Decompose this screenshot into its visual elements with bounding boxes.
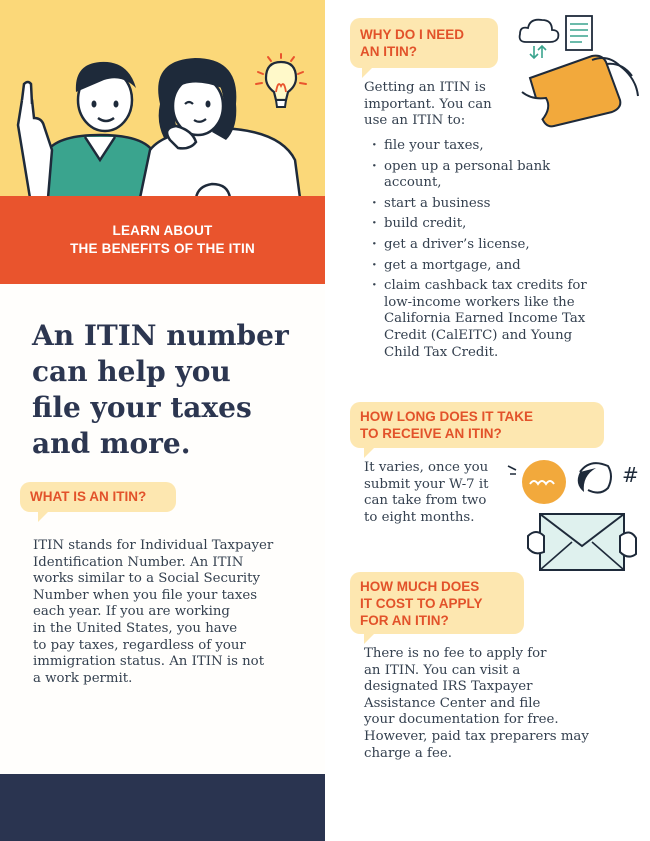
body-line: submit your W-7 it — [364, 476, 489, 492]
body-line: works similar to a Social Security — [33, 571, 260, 587]
tag-tail — [364, 634, 374, 644]
why-need-intro — [364, 80, 514, 130]
list-item-line: Credit (CalEITC) and Young — [384, 327, 573, 343]
footer-bar — [0, 774, 325, 841]
banner-heading — [0, 222, 325, 258]
what-is-itin-heading: WHAT IS AN ITIN? — [30, 489, 147, 504]
how-long-tag — [350, 402, 604, 448]
how-much-heading-line: HOW MUCH DOES — [360, 579, 480, 594]
body-line: Getting an ITIN is — [364, 80, 486, 95]
list-item — [372, 196, 642, 213]
what-is-itin-tag — [20, 482, 176, 512]
document-icon — [566, 16, 592, 50]
how-much-tag — [350, 572, 524, 634]
list-item-line: · get a mortgage, and — [384, 257, 521, 273]
list-item — [372, 237, 642, 254]
list-item-line: · file your taxes, — [384, 138, 484, 153]
how-long-heading-line: HOW LONG DOES IT TAKE — [360, 409, 533, 424]
body-line: in the United States, you have — [33, 620, 238, 636]
body-line: ITIN stands for Individual Taxpayer — [33, 538, 274, 553]
body-line: to pay taxes, regardless of your — [33, 637, 246, 653]
list-item-line: · claim cashback tax credits for — [384, 278, 587, 294]
main-headline — [32, 318, 312, 462]
tag-tail — [38, 512, 48, 522]
body-line: There is no fee to apply for — [364, 646, 547, 661]
list-item-line: low-income workers like the — [384, 294, 575, 310]
body-line: charge a fee. — [364, 745, 452, 761]
body-line: immigration status. An ITIN is not — [33, 654, 265, 670]
list-item-line: · open up a personal bank — [384, 158, 551, 174]
list-item — [372, 258, 642, 275]
banner-heading-line: THE BENEFITS OF THE ITIN — [70, 241, 255, 256]
body-line: your documentation for free. — [364, 712, 559, 728]
how-much-heading-line: IT COST TO APPLY — [360, 596, 483, 611]
headline-line: can help you — [32, 355, 231, 388]
headline-line: and more. — [32, 427, 191, 460]
body-line: an ITIN. You can visit a — [364, 662, 521, 678]
list-item — [372, 278, 642, 361]
list-item-line: account, — [384, 175, 442, 191]
how-long-body — [364, 460, 514, 526]
tag-tail — [362, 68, 372, 78]
list-item-line: · get a driver’s license, — [384, 236, 530, 252]
list-item — [372, 138, 642, 155]
lightbulb-icon — [250, 52, 312, 114]
itin-uses-list — [372, 138, 642, 365]
what-is-itin-body — [33, 538, 315, 687]
headline-line: file your taxes — [32, 391, 252, 424]
body-line: Assistance Center and file — [364, 695, 541, 711]
body-line: can take from two — [364, 493, 487, 509]
body-line: a work permit. — [33, 670, 133, 686]
hero-illustration — [0, 0, 325, 198]
list-item-line: · start a business — [384, 195, 491, 211]
how-long-heading-line: TO RECEIVE AN ITIN? — [360, 426, 502, 441]
body-line: to eight months. — [364, 509, 475, 525]
body-line: Identification Number. An ITIN — [33, 554, 244, 570]
body-line: designated IRS Taxpayer — [364, 679, 533, 695]
body-line: each year. If you are working — [33, 604, 230, 620]
how-much-heading-line: FOR AN ITIN? — [360, 613, 449, 628]
how-much-body — [364, 646, 634, 762]
list-item-line: · build credit, — [384, 216, 467, 232]
why-need-heading-line: WHY DO I NEED — [360, 27, 465, 42]
list-item — [372, 159, 642, 192]
why-need-itin-tag — [350, 18, 498, 68]
body-line: important. You can — [364, 96, 492, 112]
cloud-sync-icon — [520, 20, 559, 42]
list-item-line: California Earned Income Tax — [384, 311, 586, 327]
body-line: Number when you file your taxes — [33, 587, 258, 603]
tablet-illustration — [512, 8, 644, 128]
list-item — [372, 216, 642, 233]
body-line: use an ITIN to: — [364, 113, 466, 129]
headline-line: An ITIN number — [32, 319, 289, 352]
body-line: However, paid tax preparers may — [364, 728, 589, 744]
tag-tail — [364, 448, 374, 458]
hashtag-icon: # — [622, 463, 639, 487]
banner-heading-line: LEARN ABOUT — [112, 223, 213, 238]
list-item-line: Child Tax Credit. — [384, 344, 499, 360]
envelope-illustration — [504, 452, 648, 576]
body-line: It varies, once you — [364, 460, 489, 475]
why-need-heading-line: AN ITIN? — [360, 44, 417, 59]
